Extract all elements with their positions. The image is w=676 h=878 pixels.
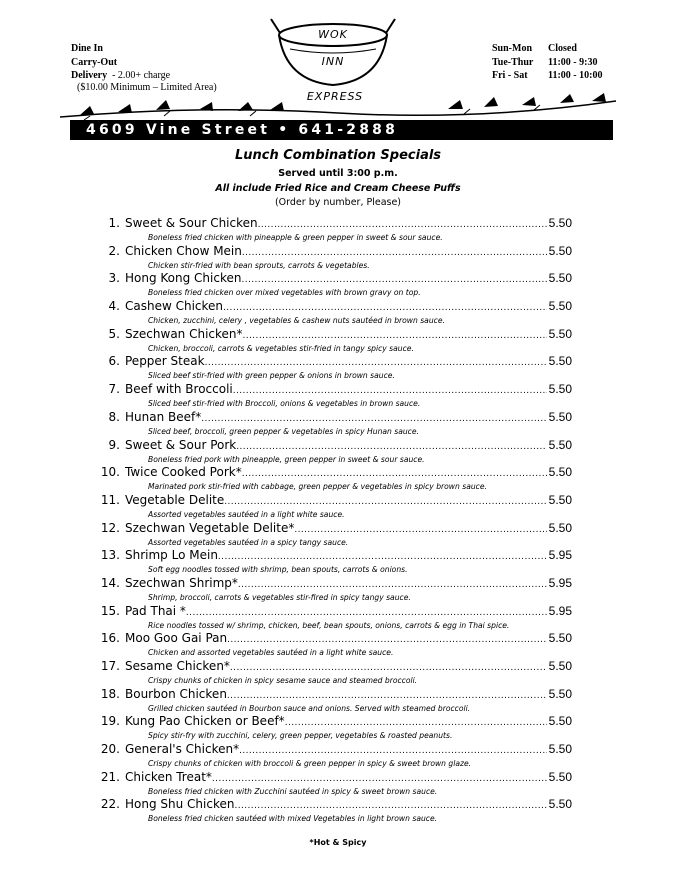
- menu-item-number: 7.: [108, 382, 120, 397]
- menu-item-description: Rice noodles tossed w/ shrimp, chicken, beef, bean spouts, onions, carrots & egg in Thai spice.: [148, 620, 510, 630]
- menu-item: [100, 714, 572, 742]
- menu-item: [100, 742, 572, 770]
- menu-item-price: 5.50: [548, 742, 572, 757]
- hours-time: Closed: [548, 43, 577, 54]
- menu-item: [100, 438, 572, 466]
- menu-item-price: 5.50: [548, 271, 572, 286]
- menu-item-price: 5.50: [548, 437, 572, 452]
- menu-item-description: Chicken, broccoli, carrots & vegetables stir-fried in tangy spicy sauce.: [148, 343, 414, 353]
- wok-band: [290, 49, 376, 53]
- menu-item-name: Moo Goo Gai Pan: [125, 631, 228, 646]
- service-options: [71, 42, 170, 83]
- menu-item-name: Hong Shu Chicken: [125, 797, 235, 812]
- menu-item-price: 5.95: [548, 575, 572, 590]
- hours-time: 11:00 - 9:30: [548, 56, 598, 68]
- delivery-minimum: ($10.00 Minimum – Limited Area): [77, 82, 217, 93]
- menu-item-price: 5.50: [548, 299, 572, 314]
- carry-out-label: Carry-Out: [71, 56, 118, 68]
- menu-item-description: Boneless fried chicken with pineapple & green pepper in sweet & sour sauce.: [148, 233, 443, 242]
- menu-item-description: Assorted vegetables sautéed in a spicy tangy sauce.: [148, 537, 349, 547]
- menu-item-name: Kung Pao Chicken or Beef*: [125, 714, 285, 729]
- menu-item-description: Sliced beef stir-fried with Broccoli, onions & vegetables in brown sauce.: [148, 399, 421, 409]
- menu-item-description: Boneless fried chicken with Zucchini sautéed in spicy & sweet brown sauce.: [148, 786, 438, 796]
- menu-item-line: [100, 576, 572, 593]
- menu-item-name: General's Chicken*: [125, 742, 240, 757]
- menu-item: [100, 271, 572, 299]
- menu-item-description: Chicken and assorted vegetables sautéed in a light white sauce.: [148, 648, 394, 658]
- menu-item-price: 5.50: [548, 216, 572, 230]
- menu-item-description: Boneless fried pork with pineapple, green pepper in sweet & sour sauce.: [148, 454, 425, 464]
- menu-item-line: [100, 742, 572, 759]
- menu-item: [100, 576, 572, 604]
- menu-item-line: [100, 714, 572, 731]
- menu-item-description: Sliced beef stir-fried with green pepper & onions in brown sauce.: [148, 371, 395, 381]
- menu-item-name: Vegetable Delite: [125, 492, 225, 507]
- menu-item-number: 22.: [100, 797, 120, 812]
- menu-item-line: [100, 382, 572, 399]
- menu-item-name: Shrimp Lo Mein: [125, 548, 218, 563]
- menu-item-price: 5.50: [548, 382, 572, 397]
- logo-word-wok: WOK: [318, 28, 348, 41]
- dot-leader: [243, 329, 547, 344]
- menu-item-name: Sesame Chicken*: [125, 659, 230, 673]
- menu-item-number: 9.: [108, 437, 120, 452]
- menu-item-number: 21.: [100, 769, 120, 784]
- menu-item: [100, 493, 572, 521]
- menu-item: [100, 770, 572, 798]
- menu-item-price: 5.95: [548, 548, 572, 563]
- dot-leader: [227, 689, 547, 704]
- dot-leader: [205, 356, 547, 371]
- menu-item-name: Hunan Beef*: [125, 409, 202, 424]
- wok-handle-right: [386, 19, 395, 33]
- menu-item-number: 12.: [100, 520, 120, 535]
- menu-item-price: 5.50: [548, 243, 572, 258]
- menu-item: [100, 521, 572, 549]
- menu-item-price: 5.50: [548, 409, 572, 424]
- menu-item-line: [100, 687, 572, 704]
- menu-item-description: Marinated pork stir-fried with cabbage, green pepper & vegetables in spicy brown sauce.: [148, 482, 487, 492]
- menu-item-number: 15.: [100, 603, 120, 618]
- menu-item-number: 18.: [100, 686, 120, 701]
- menu-item-price: 5.50: [548, 631, 572, 646]
- dot-leader: [224, 495, 546, 510]
- dot-leader: [218, 550, 547, 565]
- menu-item-price: 5.50: [548, 492, 572, 507]
- menu-item: [100, 659, 572, 687]
- menu-item-line: [100, 797, 572, 814]
- dot-leader: [242, 467, 547, 482]
- menu-item-description: Soft egg noodles tossed with shrimp, bean spouts, carrots & onions.: [148, 565, 408, 575]
- menu-item-description: Crispy chunks of chicken in spicy sesame sauce and steamed broccoli.: [148, 676, 418, 685]
- dot-leader: [227, 633, 547, 648]
- menu-item-description: Sliced beef, broccoli, green pepper & vegetables in spicy Hunan sauce.: [148, 426, 419, 436]
- hours-row: [492, 69, 602, 83]
- menu-item-number: 16.: [100, 631, 120, 646]
- menu-item-price: 5.50: [548, 769, 572, 784]
- delivery-charge: - 2.00+ charge: [112, 70, 171, 81]
- dot-leader: [239, 744, 547, 759]
- includes-note: All include Fried Rice and Cream Cheese Puffs: [215, 183, 461, 194]
- dot-leader: [242, 246, 547, 261]
- menu-item-line: [100, 327, 572, 344]
- menu-title: Lunch Combination Specials: [234, 148, 442, 163]
- menu-item-name: Cashew Chicken: [125, 299, 224, 314]
- menu-item-line: [100, 493, 572, 510]
- address-phone-text: 4609 Vine Street • 641-2888: [86, 122, 399, 138]
- menu-item-name: Szechwan Vegetable Delite*: [125, 520, 295, 535]
- hours-row: [492, 42, 602, 56]
- menu-item-description: Crispy chunks of chicken with broccoli & green pepper in spicy & sweet brown glaze.: [148, 759, 472, 769]
- hours-days: Sun-Mon: [492, 43, 533, 54]
- menu-item-number: 14.: [100, 575, 120, 590]
- menu-item: [100, 244, 572, 272]
- menu-item-list: [100, 216, 572, 825]
- menu-item-line: [100, 465, 572, 482]
- order-by-number-note: (Order by number, Please): [274, 197, 402, 208]
- menu-item-name: Pad Thai *: [125, 603, 186, 618]
- menu-item: [100, 604, 572, 632]
- menu-item-name: Chicken Treat*: [125, 769, 212, 784]
- hours-days: Tue-Thur: [492, 56, 534, 68]
- dot-leader: [234, 799, 546, 814]
- menu-item-name: Szechwan Shrimp*: [125, 575, 238, 590]
- menu-item-line: [100, 659, 572, 676]
- menu-item-name: Bourbon Chicken: [125, 686, 227, 701]
- menu-item-description: Boneless fried chicken over mixed vegetables with brown gravy on top.: [148, 288, 421, 298]
- menu-item-price: 5.95: [548, 603, 572, 618]
- menu-item-price: 5.50: [548, 520, 572, 535]
- dot-leader: [285, 716, 547, 731]
- menu-item-name: Hong Kong Chicken: [125, 271, 242, 286]
- wok-handle-left: [271, 19, 280, 33]
- menu-item-line: [100, 271, 572, 288]
- hours-row: [492, 56, 602, 70]
- menu-item-name: Chicken Chow Mein: [125, 243, 242, 258]
- menu-item-description: Shrimp, broccoli, carrots & vegetables stir-fired in spicy tangy sauce.: [148, 592, 411, 602]
- menu-item: [100, 548, 572, 576]
- dot-leader: [201, 412, 546, 427]
- dot-leader: [230, 661, 547, 676]
- served-until-note: Served until 3:00 p.m.: [278, 168, 398, 179]
- menu-item-price: 5.50: [548, 797, 572, 812]
- menu-item-line: [100, 216, 572, 233]
- menu-item-name: Szechwan Chicken*: [125, 326, 243, 341]
- menu-item-description: Chicken stir-fried with bean sprouts, carrots & vegetables.: [148, 260, 370, 270]
- menu-item-number: 17.: [100, 659, 120, 673]
- menu-item-description: Chicken, zucchini, celery , vegetables & cashew nuts sautéed in brown sauce.: [148, 316, 445, 326]
- hot-spicy-footnote: *Hot & Spicy: [309, 838, 367, 847]
- menu-item-name: Sweet & Sour Pork: [125, 437, 237, 452]
- menu-item: [100, 327, 572, 355]
- menu-item-name: Sweet & Sour Chicken: [125, 216, 258, 230]
- address-phone-banner: [70, 120, 613, 140]
- menu-item: [100, 354, 572, 382]
- menu-item: [100, 465, 572, 493]
- menu-item-number: 5.: [108, 326, 120, 341]
- menu-item-price: 5.50: [548, 686, 572, 701]
- menu-item-number: 6.: [108, 354, 120, 369]
- menu-item: [100, 410, 572, 438]
- dot-leader: [236, 440, 546, 455]
- menu-item: [100, 299, 572, 327]
- delivery-label: Delivery: [71, 70, 108, 81]
- menu-item-number: 20.: [100, 742, 120, 757]
- menu-item-price: 5.50: [548, 354, 572, 369]
- menu-item-description: Spicy stir-fry with zucchini, celery, green pepper, vegetables & roasted peanuts.: [148, 731, 453, 741]
- dot-leader: [258, 218, 547, 233]
- dot-leader: [186, 606, 547, 621]
- menu-item-description: Grilled chicken sautéed in Bourbon sauce and onions. Served with steamed broccoli.: [148, 703, 471, 713]
- menu-item-price: 5.50: [548, 659, 572, 673]
- menu-item: [100, 216, 572, 244]
- dine-in-label: Dine In: [71, 43, 103, 54]
- menu-item-name: Twice Cooked Pork*: [125, 465, 242, 480]
- bamboo-vine-decoration: [60, 89, 616, 121]
- menu-item-line: [100, 354, 572, 371]
- menu-item-name: Beef with Broccoli: [125, 382, 233, 397]
- menu-item-line: [100, 521, 572, 538]
- menu-item-line: [100, 438, 572, 455]
- menu-item-number: 11.: [100, 492, 120, 507]
- menu-item-description: Assorted vegetables sautéed in a light white sauce.: [148, 509, 345, 519]
- menu-item-name: Pepper Steak: [125, 354, 205, 369]
- menu-item-price: 5.50: [548, 714, 572, 729]
- dot-leader: [223, 301, 547, 316]
- dot-leader: [212, 772, 547, 787]
- menu-item-number: 10.: [100, 465, 120, 480]
- menu-item-number: 19.: [100, 714, 120, 729]
- menu-item-line: [100, 631, 572, 648]
- hours-time: 11:00 - 10:00: [548, 70, 603, 81]
- menu-item-number: 13.: [100, 548, 120, 563]
- menu-item-number: 1.: [108, 216, 120, 230]
- menu-item-price: 5.50: [548, 465, 572, 480]
- menu-item-price: 5.50: [548, 326, 572, 341]
- logo-word-express: EXPRESS: [306, 90, 364, 103]
- dot-leader: [238, 578, 547, 593]
- dot-leader: [233, 384, 547, 399]
- menu-item: [100, 382, 572, 410]
- menu-item: [100, 687, 572, 715]
- menu-item-line: [100, 770, 572, 787]
- dot-leader: [294, 523, 546, 538]
- menu-item-line: [100, 604, 572, 621]
- menu-item-line: [100, 299, 572, 316]
- menu-item-number: 4.: [108, 299, 120, 314]
- menu-item-number: 3.: [108, 271, 120, 286]
- hours-days: Fri - Sat: [492, 70, 528, 81]
- menu-item-number: 2.: [108, 243, 120, 258]
- business-hours: [492, 42, 602, 83]
- dot-leader: [241, 273, 546, 288]
- menu-item-description: Boneless fried chicken sautéed with mixed Vegetables in light brown sauce.: [148, 814, 438, 824]
- logo-word-inn: INN: [321, 55, 345, 68]
- menu-item-line: [100, 244, 572, 261]
- menu-item-number: 8.: [108, 409, 120, 424]
- menu-item: [100, 631, 572, 659]
- menu-item: [100, 797, 572, 825]
- menu-item-line: [100, 410, 572, 427]
- menu-item-line: [100, 548, 572, 565]
